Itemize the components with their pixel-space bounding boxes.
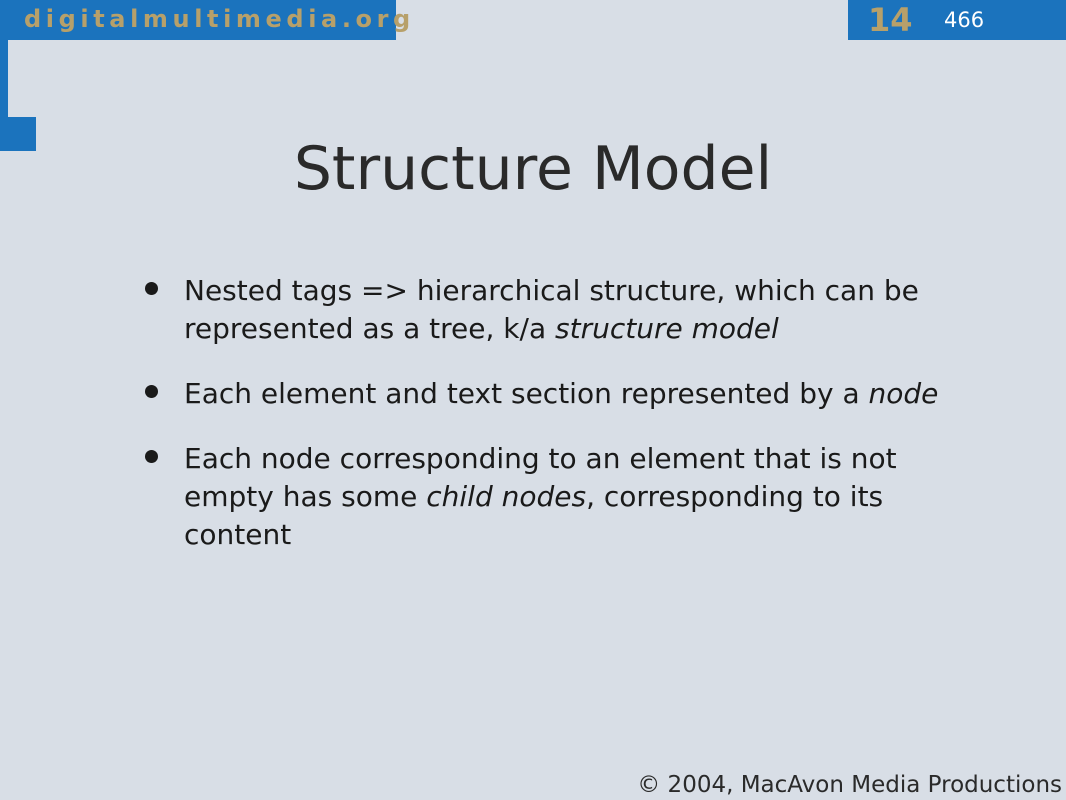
bullet-text: Each element and text section represented by a	[184, 377, 869, 410]
bullet-text: Each node corresponding to an element that is not empty has some	[184, 442, 897, 513]
side-bracket-stem	[0, 40, 8, 117]
bullet-item	[141, 272, 981, 348]
bullet-icon	[145, 282, 158, 295]
bullet-emphasis: node	[868, 377, 939, 410]
side-bracket-inner	[8, 40, 36, 117]
header-bar	[0, 0, 415, 40]
bullet-item	[141, 375, 981, 413]
site-logo: digitalmultimedia.org	[24, 5, 415, 33]
bullet-list	[141, 272, 981, 554]
bullet-emphasis: structure model	[555, 312, 779, 345]
bullet-item	[141, 440, 981, 554]
copyright-notice: © 2004, MacAvon Media Productions	[637, 772, 1062, 798]
bullet-icon	[145, 450, 158, 463]
bullet-icon	[145, 385, 158, 398]
chapter-number: 14	[868, 1, 913, 39]
slide-title: Structure Model	[293, 134, 773, 204]
bullet-emphasis: child nodes	[426, 480, 587, 513]
bullet-text: Nested tags => hierarchical structure, which can be represented as a tree, k/a	[184, 274, 919, 345]
bullet-text-tail: , corresponding to its content	[184, 480, 884, 551]
page-number: 466	[944, 8, 985, 32]
